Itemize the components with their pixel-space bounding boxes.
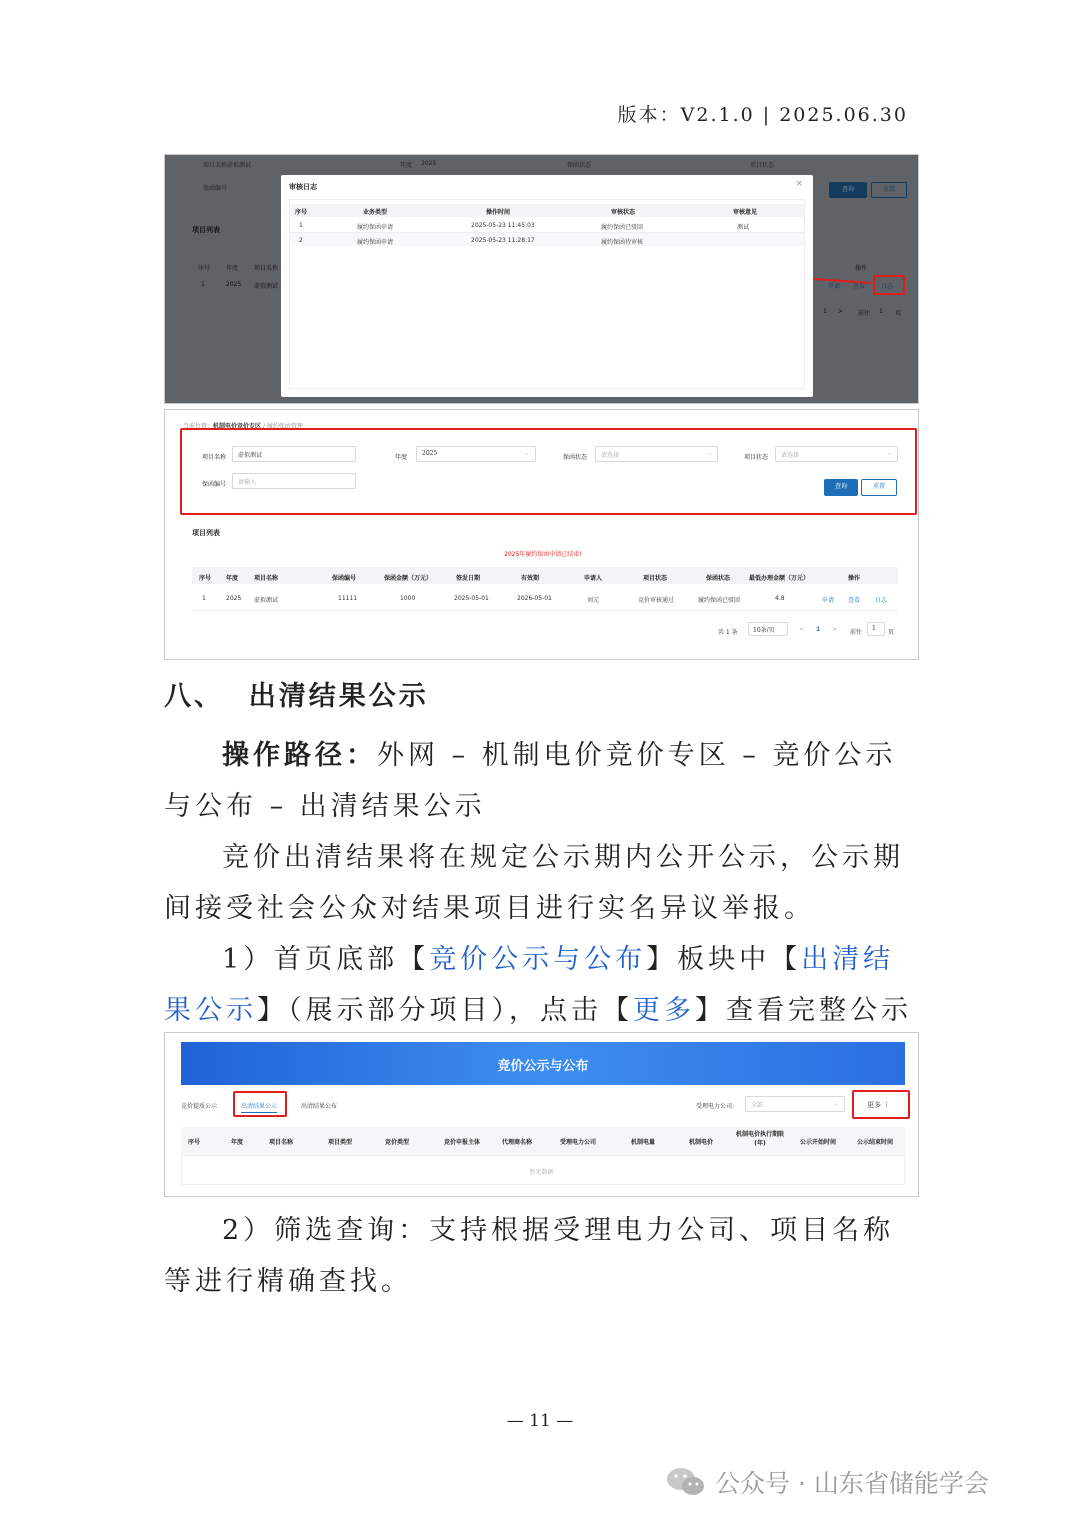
banner: 竞价公示与公布 (181, 1042, 905, 1085)
query-button-dim[interactable]: 查询 (829, 182, 867, 198)
page-size-select[interactable]: 10条/页 (748, 622, 788, 636)
section-heading: 八、 出清结果公示 (164, 681, 429, 712)
log-link[interactable]: 日志 (875, 597, 888, 604)
step2-paragraph: 2）筛选查询：支持根据受理电力公司、项目名称等进行精确查找。 (164, 1215, 895, 1297)
query-button[interactable]: 查询 (824, 479, 858, 496)
next-page-icon[interactable]: > (832, 626, 838, 633)
reset-button-dim[interactable]: 重置 (871, 182, 907, 198)
log-link-dim[interactable]: 日志 (881, 283, 894, 290)
apply-link[interactable]: 申请 (822, 597, 835, 604)
tab-bid-quality[interactable]: 竞价提质公示 (181, 1103, 218, 1110)
modal-title: 审核日志 (289, 183, 317, 191)
filter-area-highlight (180, 428, 917, 515)
breadcrumb: 当前位置：机制电价竞价专区 / 履约保函管理 (183, 423, 303, 430)
wechat-icon (665, 1464, 707, 1500)
close-icon[interactable]: × (795, 179, 803, 189)
current-page[interactable]: 1 (816, 626, 821, 633)
view-link[interactable]: 查看 (848, 597, 861, 604)
view-link-dim[interactable]: 查看 (853, 283, 866, 290)
audit-log-modal: 审核日志 × 序号 业务类型 操作时间 审核状态 审核意见 1 履约保函申请 2025-05-23 11:45:03 履约保函已驳回 测试 2 履约保函申请 2025-05-23 11:28:17 履约保函待审核 (281, 175, 813, 397)
project-name-input[interactable]: 虚拟测试 (232, 446, 356, 462)
page-number: — 11 — (506, 1411, 574, 1431)
list-title: 项目列表 (192, 529, 220, 537)
intro-paragraph: 竞价出清结果将在规定公示期内公开公示，公示期间接受社会公众对结果项目进行实名异议举报。 (164, 842, 904, 924)
empty-text: 暂无数据 (529, 1169, 554, 1176)
screenshot-audit-log: 项目名称 虚拟测试 年度 2025 保函状态 项目状态 保函编号 查询 重置 项目列表 序号 年度 项目名称 1 2025 虚拟测试 操作 申请 查看 日志 1 > 前往 1 页 审核日志 × 序号 业务类型 操作时间 审核状态 审核意见 1 履约保函申请 2025-05-23 11:45:03 履约保函已驳回 测试 2 履约保函申请 2025-05-23 11:28:17 履约保函待审核 (164, 154, 919, 404)
tab-clearing-result-notice[interactable]: 出清结果公示 (241, 1101, 277, 1113)
screenshot-bidding-announcement: 竞价公示与公布 竞价提质公示 出清结果公示 出清结果公布 受理电力公司: 全部 ⌄ 更多 ⋮ 序号 年度 项目名称 项目类型 竞价类型 竞价申报主体 代理商名称 受理电力公司 机制电量 机制电价 机制电价执行期限(年) 公示开始时间 公示结束时间 暂无数据 (164, 1032, 919, 1197)
operation-path: 操作路径：外网 – 机制电价竞价专区 – 竞价公示与公布 – 出清结果公示 (164, 740, 897, 822)
tab-clearing-result-publish[interactable]: 出清结果公布 (301, 1103, 338, 1110)
watermark-text: 公众号 · 山东省储能学会 (715, 1469, 989, 1498)
notice-text: 2025年履约保函申请已结束! (504, 551, 582, 558)
apply-link-dim[interactable]: 申请 (828, 283, 841, 290)
year-select[interactable]: 2025 ⌄ (416, 446, 536, 462)
reset-button[interactable]: 重置 (861, 479, 897, 496)
goto-page-input[interactable]: 1 (867, 622, 885, 636)
more-button[interactable]: 更多 ⋮ (867, 1101, 891, 1109)
guarantee-status-select[interactable]: 请选择 ⌄ (595, 446, 718, 462)
step1-paragraph: 1）首页底部【竞价公示与公布】板块中【出清结果公示】（展示部分项目），点击【更多】查看完整公示 (164, 944, 912, 1026)
project-status-select[interactable]: 请选择 ⌄ (775, 446, 898, 462)
version-header: 版本：V2.1.0 | 2025.06.30 (617, 104, 908, 126)
screenshot-guarantee-page: 当前位置：机制电价竞价专区 / 履约保函管理 项目名称 虚拟测试 年度 2025 ⌄ 保函状态 请选择 ⌄ 项目状态 请选择 ⌄ 保函编号 请输入 查询 重置 项目列表 2025年履约保函申请已结束! 序号 年度 项目名称 保函编号 保函金额（万元） 签发日期 有效期 申请人 项目状态 保函状态 最低办理金额（万元） 操作 1 2025 虚拟测试 11111 1000 2025-05-01 2026-05-01 刘元 竞价审核通过 履约保函已驳回 4.8 申请 查看 日志 共 1 条 10条/页 < 1 > 前往 1 页 (164, 409, 919, 660)
prev-page-icon[interactable]: < (799, 626, 805, 633)
company-select[interactable]: 全部 ⌄ (745, 1096, 845, 1112)
guarantee-no-input[interactable]: 请输入 (232, 473, 356, 489)
list-title-dim: 项目列表 (192, 226, 220, 234)
watermark (665, 1464, 989, 1500)
